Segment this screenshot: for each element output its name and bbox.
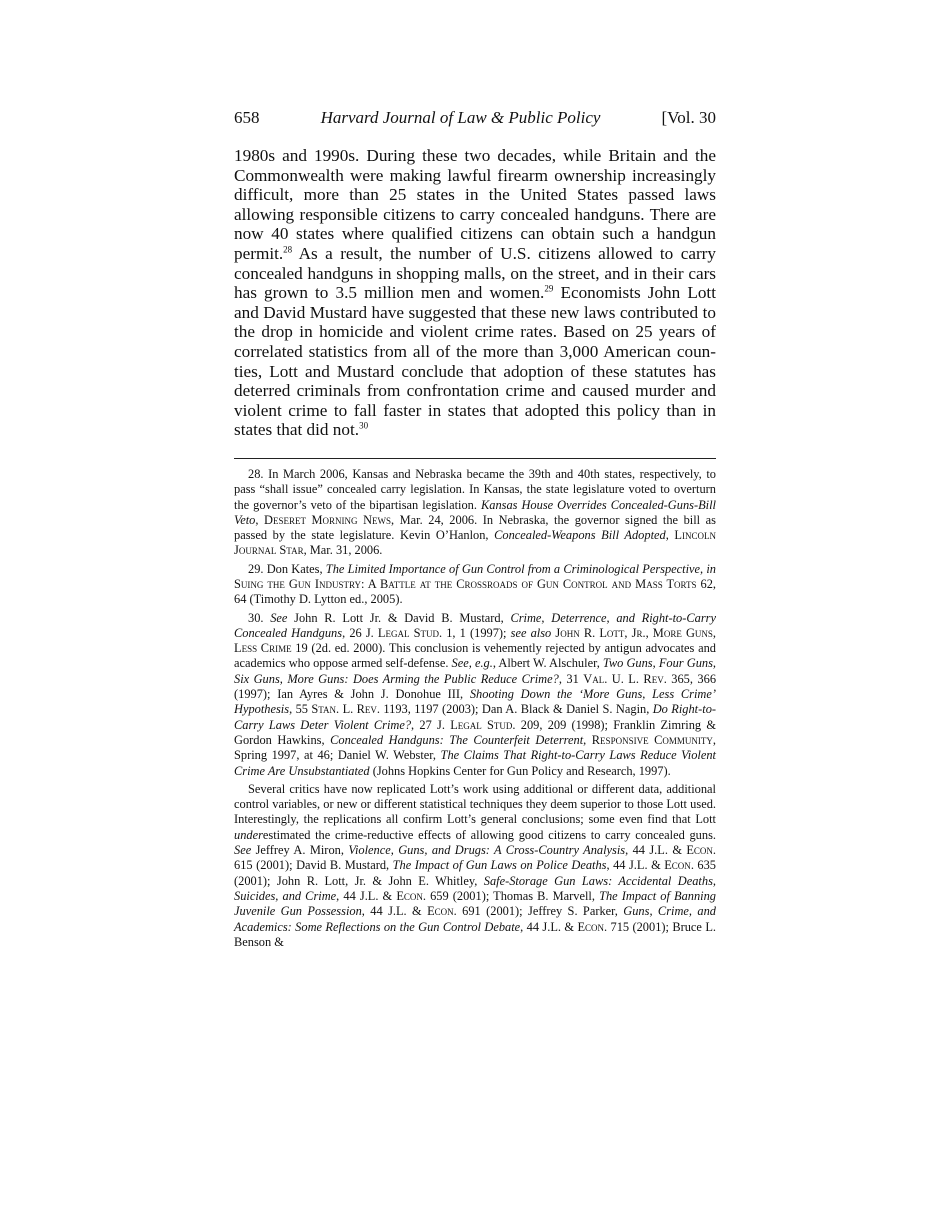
page-number: 658 bbox=[234, 108, 260, 127]
running-header bbox=[234, 108, 716, 132]
body-text-segment: Economists John Lott and David Mustard have suggested that these new laws contributed to the drop in homicide and violent crime rates. Based on 25 years of correlated statistics from all of the more than 3,000 American counties, Lott and Mustard conclude that adoption of these statutes has deterred criminals from confrontation crime and caused murder and violent crime to fall faster in states that adopted this policy than in states that did not. bbox=[234, 283, 716, 440]
footnote-divider bbox=[234, 458, 716, 459]
body-text-segment: 1980s and 1990s. During these two decades, while Britain and the Commonwealth were making lawful firearm ownership increasingly difficult, more than 25 states in the United States passed laws allowing responsible citizens to carry concealed handguns. There are now 40 states where qualified citizens can obtain such a handgun permit. bbox=[234, 146, 716, 263]
document-page bbox=[234, 108, 716, 953]
footnote-28: 28. In March 2006, Kansas and Nebraska became the 39th and 40th states, respectively, to pass “shall issue” concealed carry legislation. In Kansas, the state legislature voted to overturn the governor’s veto of the bipartisan legislation. Kansas House Overrides Concealed-Guns-Bill Veto, Deseret Morning News, Mar. 24, 2006. In Nebraska, the governor signed the bill as passed by the state legislature. Kevin O’Hanlon, Concealed-Weapons Bill Adopted, Lincoln Journal Star, Mar. 31, 2006. bbox=[234, 466, 716, 558]
footnote-30: 30. See John R. Lott Jr. & David B. Mustard, Crime, Deterrence, and Right-to-Carry Concealed Handguns, 26 J. Legal Stud. 1, 1 (1997); see also John R. Lott, Jr., More Guns, Less Crime 19 (2d. ed. 2000). This conclusion is vehemently rejected by antigun advocates and academics who oppose armed self-defense. See, e.g., Albert W. Alschuler, Two Guns, Four Guns, Six Guns, More Guns: Does Arming the Public Reduce Crime?, 31 Val. U. L. Rev. 365, 366 (1997); Ian Ayres & John J. Donohue III, Shooting Down the ‘More Guns, Less Crime’ Hypothesis, 55 Stan. L. Rev. 1193, 1197 (2003); Dan A. Black & Daniel S. Nagin, Do Right-to-Carry Laws Deter Violent Crime?, 27 J. Legal Stud. 209, 209 (1998); Franklin Zimring & Gordon Hawkins, Concealed Handguns: The Counterfeit Deterrent, Responsive Community, Spring 1997, at 46; Daniel W. Webster, The Claims That Right-to-Carry Laws Reduce Violent Crime Are Unsubstantiated (Johns Hopkins Center for Gun Policy and Research, 1997). bbox=[234, 610, 717, 778]
journal-title: Harvard Journal of Law & Public Policy bbox=[320, 108, 601, 127]
footnote-30-continuation: Several critics have now replicated Lott’s work using additional or different data, additional control variables, or new or different statistical techniques they deem superior to those Lott used. Interestingly, the replications all confirm Lott’s general conclusions; some even find that Lott underestimated the crime-reductive effects of allowing good citizens to carry concealed guns. See Jeffrey A. Miron, Violence, Guns, and Drugs: A Cross-Country Analysis, 44 J.L. & Econ. 615 (2001); David B. Mustard, The Impact of Gun Laws on Police Deaths, 44 J.L. & Econ. 635 (2001); John R. Lott, Jr. & John E. Whitley, Safe-Storage Gun Laws: Accidental Deaths, Suicides, and Crime, 44 J.L. & Econ. 659 (2001); Thomas B. Marvell, The Impact of Banning Juvenile Gun Possession, 44 J.L. & Econ. 691 (2001); Jeffrey S. Parker, Guns, Crime, and Academics: Some Reflections on the Gun Control Debate, 44 J.L. & Econ. 715 (2001); Bruce L. Benson & bbox=[234, 781, 717, 949]
footnotes bbox=[234, 467, 716, 950]
footnote-ref-30[interactable]: 30 bbox=[359, 420, 369, 431]
footnote-29: 29. Don Kates, The Limited Importance of Gun Control from a Criminological Perspective, in Suing the Gun Industry: A Battle at the Crossroads of Gun Control and Mass Torts 62, 64 (Timothy D. Lytton ed., 2005). bbox=[234, 561, 716, 607]
body-text-segment: As a result, the number of U.S. citizens allowed to carry concealed handguns in shopping malls, on the street, and in their cars has grown to 3.5 million men and women. bbox=[234, 243, 716, 303]
volume-label: [Vol. 30 bbox=[661, 108, 716, 127]
body-paragraph bbox=[234, 146, 716, 440]
footnote-ref-28[interactable]: 28 bbox=[283, 244, 293, 255]
footnote-ref-29[interactable]: 29 bbox=[544, 283, 554, 294]
